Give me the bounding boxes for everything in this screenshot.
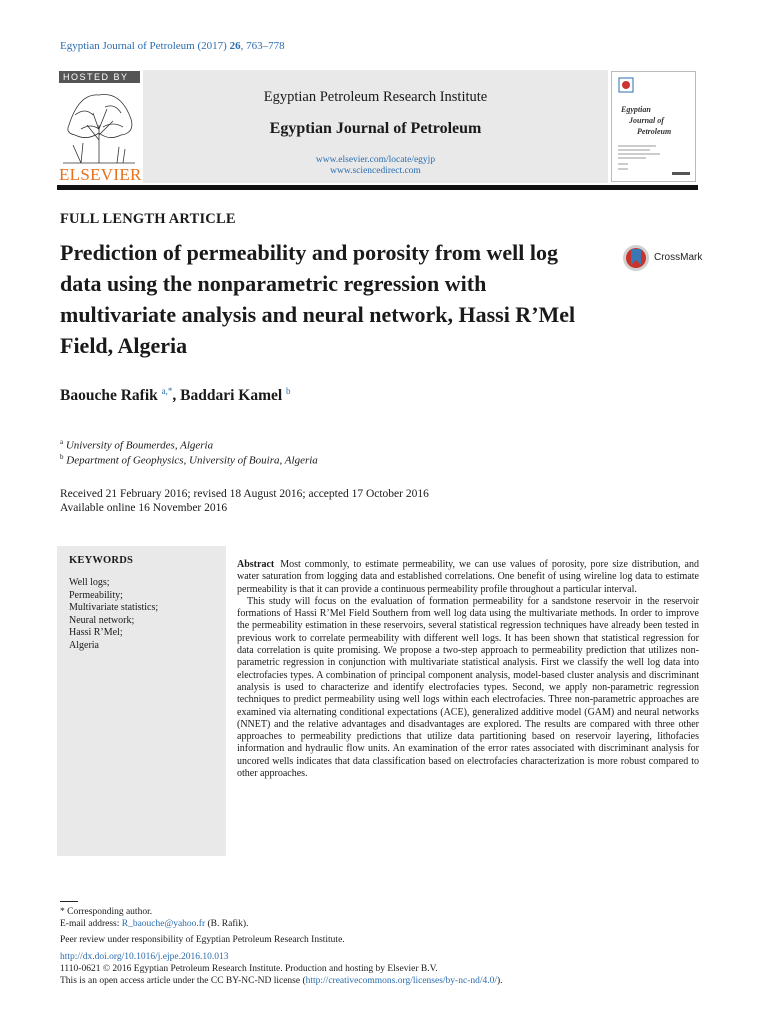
license-link[interactable]: http://creativecommons.org/licenses/by-nc-nd/4.0/ — [305, 976, 497, 986]
copyright-line: 1110-0621 © 2016 Egyptian Petroleum Research Institute. Production and hosting by Elsevier B.V. — [60, 964, 438, 974]
cover-title-line: Journal of — [629, 116, 664, 125]
journal-urls — [143, 155, 608, 177]
corr-mark: * — [60, 907, 65, 917]
author-list — [60, 386, 291, 405]
cover-title-line: Egyptian — [621, 105, 651, 114]
abstract-text: Most commonly, to estimate permeability, we can use values of porosity, pore size distribution, and water saturation from logging data and established correlations. One benefit of using wireline log data to estimate permeability is that it can provide a continuous permeability profile throughout a particular interval. — [237, 559, 699, 595]
affil-text: Department of Geophysics, University of Bouira, Algeria — [66, 454, 318, 467]
elsevier-tree-icon — [59, 85, 139, 165]
peer-review-note: Peer review under responsibility of Egyptian Petroleum Research Institute. — [60, 935, 345, 945]
author-name[interactable]: Baddari Kamel — [180, 387, 283, 405]
cover-image — [611, 71, 696, 182]
keyword-item: Multivariate statistics; — [69, 602, 159, 613]
author-separator: , — [172, 387, 181, 405]
affiliation — [60, 438, 213, 452]
email-link[interactable]: R_baouche@yahoo.fr — [121, 919, 206, 929]
received-dates: Received 21 February 2016; revised 18 August 2016; accepted 17 October 2016 — [60, 488, 429, 500]
cover-title — [621, 104, 671, 137]
license-line — [60, 975, 503, 987]
crossmark-badge[interactable] — [622, 243, 712, 275]
journal-banner — [143, 70, 608, 183]
sciencedirect-link[interactable]: www.sciencedirect.com — [330, 166, 421, 176]
affil-mark: b — [60, 453, 64, 461]
author-affil-mark[interactable]: b — [286, 386, 291, 396]
journal-url-link[interactable]: www.elsevier.com/locate/egyjp — [315, 155, 436, 165]
article-title: Prediction of permeability and porosity from well log data using the nonparametric regression with multivariate analysis and neural network, Hassi R’Mel Field, Algeria — [60, 240, 576, 358]
cover-text-lines-icon — [616, 142, 692, 178]
volume: 26 — [229, 40, 241, 52]
corr-text: Corresponding author. — [67, 907, 153, 917]
hosted-by-label: HOSTED BY — [59, 71, 140, 83]
pages: , 763–778 — [240, 40, 285, 52]
license-suffix: ). — [497, 976, 503, 986]
abstract-paragraph: This study will focus on the evaluation of formation permeability for a sandstone reservoir in the reservoir formations of Hassi R’Mel Field Southern from well log data using the multivariate methods. In order to improve the permeability estimation in these reservoirs, several statistical regression techniques have already been tested in previous work to correlate permeability with different well logs. It has been shown that statistical regression for data correlation is quite promising. We propose a two-step approach to permeability prediction that utilizes non-parametric regression in conjunction with multivariate statistical analysis. First we classify the well log data into electrofacies types. A combination of principal component analysis, model-based cluster analysis and discriminant analysis is used to characterize and identify electrofacies types. Second, we apply non-parametric regression techniques to predict permeability using well logs within each electrofacies. Three non-parametric approaches are examined via alternating conditional expectations (ACE), generalized additive model (GAM) and neural networks (NNET) and the relative advantages and disadvantages are explored. The results are compared with three other approaches to permeability predictions that utilize data partitioning based on reservoir layering, lithofacies information and hydraulic flow units. An examination of the error rates associated with discriminant analysis for uncored wells indicates that data classification based on electrofacies characterization is more robust compared to other approaches. — [237, 595, 699, 780]
cover-emblem-icon — [618, 77, 634, 93]
keyword-item: Algeria — [69, 639, 99, 651]
online-date: Available online 16 November 2016 — [60, 502, 228, 514]
corresponding-note — [60, 906, 152, 918]
author-name[interactable]: Baouche Rafik — [60, 387, 158, 405]
masthead-rule — [57, 185, 698, 190]
abstract-label: Abstract — [237, 559, 275, 570]
institute-name: Egyptian Petroleum Research Institute — [263, 89, 488, 105]
affiliation — [60, 453, 318, 467]
email-label: E-mail address: — [60, 919, 122, 929]
author-affil-mark[interactable]: a,* — [161, 386, 173, 396]
footnote-rule — [60, 901, 78, 902]
affil-text: University of Boumerdes, Algeria — [65, 439, 214, 452]
abstract-paragraph — [237, 559, 699, 596]
elsevier-logo[interactable] — [57, 70, 142, 183]
elsevier-wordmark: ELSEVIER — [59, 165, 142, 184]
email-owner: (B. Rafik). — [205, 919, 249, 929]
license-prefix: This is an open access article under the CC BY-NC-ND license ( — [60, 976, 306, 986]
keywords-heading: KEYWORDS — [69, 555, 134, 566]
crossmark-icon — [622, 243, 650, 273]
masthead — [57, 70, 698, 183]
keywords-list — [69, 577, 158, 652]
journal-citation: Egyptian Journal of Petroleum (2017) — [60, 40, 227, 52]
keyword-item: Well logs; — [69, 577, 110, 588]
doi-link[interactable]: http://dx.doi.org/10.1016/j.ejpe.2016.10.013 — [60, 952, 229, 962]
abstract — [237, 559, 699, 780]
email-line — [60, 918, 248, 930]
affil-mark: a — [60, 438, 64, 446]
keyword-item: Neural network; — [69, 614, 135, 626]
journal-cover[interactable] — [608, 70, 698, 183]
article-type: FULL LENGTH ARTICLE — [60, 211, 236, 227]
crossmark-label: CrossMark — [654, 252, 703, 263]
keyword-item: Permeability; — [69, 589, 123, 601]
keywords-panel — [57, 546, 226, 856]
keyword-item: Hassi R’Mel; — [69, 627, 123, 638]
running-head[interactable] — [60, 40, 285, 52]
journal-name: Egyptian Journal of Petroleum — [269, 120, 482, 137]
cover-title-line: Petroleum — [637, 127, 672, 136]
